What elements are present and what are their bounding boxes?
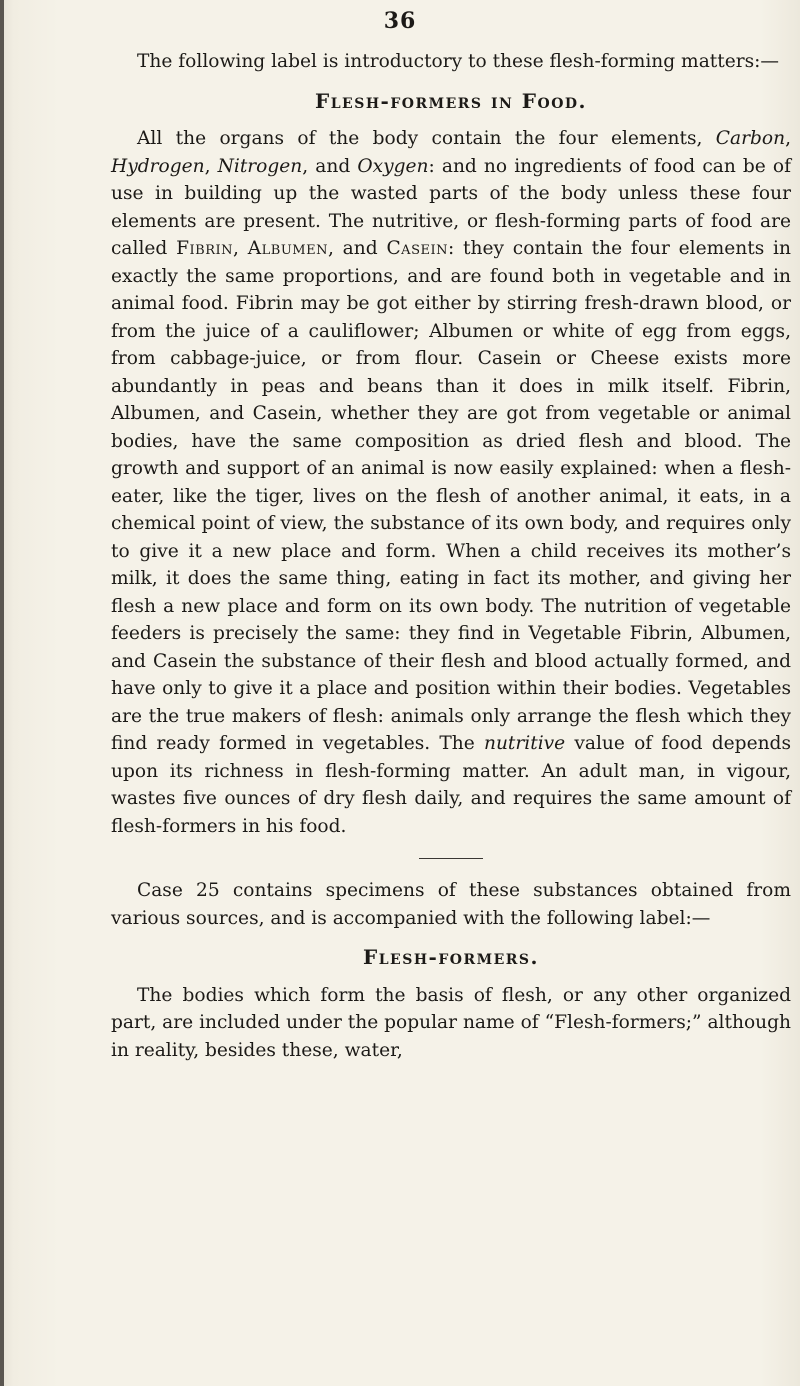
element-nitrogen: Nitrogen bbox=[217, 155, 303, 177]
term-nutritive: nutritive bbox=[483, 733, 566, 754]
page-number: 36 bbox=[383, 8, 417, 34]
term-albumen: Albumen bbox=[247, 238, 328, 259]
section2-paragraph: The bodies which form the basis of flesh, or any other organized part, are included under the popular name of “Flesh-formers;” although in reality, besides these, water, bbox=[111, 984, 791, 1061]
section-divider-rule bbox=[419, 858, 483, 859]
element-oxygen: Oxygen bbox=[357, 155, 429, 177]
section2-intro: Case 25 contains specimens of these substances obtained from various sources, and is accompanied with the following label:— bbox=[111, 880, 791, 929]
section1-text-3: : they contain the four elements in exactly the same proportions, and are found both in vegetable and in animal food. Fibrin may be got either by stirring fresh-drawn blood, or from the juice of a cauliflower; Albumen or white of egg from eggs, from cabbage-juice, or from flour. Casein or Cheese exists more abundantly in peas and beans than it does in milk itself. Fibrin, Albumen, and Casein, whether they are got from vegetable or animal bodies, have the same composition as dried flesh and blood. The growth and support of an animal is now easily explained: when a flesh-eater, like the tiger, lives on the flesh of another animal, it eats, in a chemical point of view, the substance of its own body, and requires only to give it a new place and form. When a child receives its mother’s milk, it does the same thing, eating in fact its mother, and giving her flesh a new place and form on its own body. The nutrition of vegetable feeders is precisely the same: they find in Vegetable Fibrin, Albumen, and Casein the substance of their flesh and blood actually formed, and have only to give it a place and position within their bodies. Vegetables are the true makers of flesh: animals only arrange the flesh which they find ready formed in vegetables. The bbox=[111, 238, 791, 754]
term-casein: Casein bbox=[386, 238, 448, 259]
section1-heading: Flesh-formers in Food. bbox=[315, 88, 587, 113]
page-edge-shadow bbox=[0, 0, 4, 1386]
section1-text-1: All the organs of the body contain the four elements, bbox=[137, 128, 716, 149]
section1-text-4: value of food depends upon its richness in flesh-forming matter. An adult man, in vigour, wastes five ounces of dry flesh daily, and requires the same amount of flesh-formers in his food. bbox=[111, 733, 791, 837]
element-carbon: Carbon bbox=[715, 128, 786, 149]
page-body bbox=[111, 48, 791, 1064]
section1-intro: The following label is introductory to these flesh-forming matters:— bbox=[137, 51, 780, 72]
section2-heading: Flesh-formers. bbox=[363, 945, 539, 969]
element-hydrogen: Hydrogen bbox=[111, 155, 205, 177]
section1-text-2: : and no ingredients of food can be of use in building up the wasted parts of the body unless these four elements are present. The nutritive, or flesh-forming parts of food are called bbox=[111, 155, 791, 259]
term-fibrin: Fibrin bbox=[176, 238, 233, 259]
section1-paragraph: All the organs of the body contain the four elements, Carbon, Hydrogen, Nitrogen, and Oxygen: and no ingredients of food can be of use in building up the wasted parts of the body unless these four elements are present. The nutritive, or flesh-forming parts of food are called Fibrin, Albumen, and Casein: they contain the four elements in exactly the same proportions, and are found both in vegetable and in animal food. Fibrin may be got either by stirring fresh-drawn blood, or from the juice of a cauliflower; Albumen or white of egg from eggs, from cabbage-juice, or from flour. Casein or Cheese exists more abundantly in peas and beans than it does in milk itself. Fibrin, Albumen, and Casein, whether they are got from vegetable or animal bodies, have the same composition as dried flesh and blood. The growth and support of an animal is now easily explained: when a flesh-eater, like the tiger, lives on the flesh of another animal, it eats, in a chemical point of view, the substance of its own body, and requires only to give it a new place and form. When a child receives its mother’s milk, it does the same thing, eating in fact its mother, and giving her flesh a new place and form on its own body. The nutrition of vegetable feeders is precisely the same: they find in Vegetable Fibrin, Albumen, and Casein the substance of their flesh and blood actually formed, and have only to give it a place and position within their bodies. Vegetables are the true makers of flesh: animals only arrange the flesh which they find ready formed in vegetables. The nutritive value of food depends upon its richness in flesh-forming matter. An adult man, in vigour, wastes five ounces of dry flesh daily, and requires the same amount of flesh-formers in his food. bbox=[111, 128, 791, 837]
